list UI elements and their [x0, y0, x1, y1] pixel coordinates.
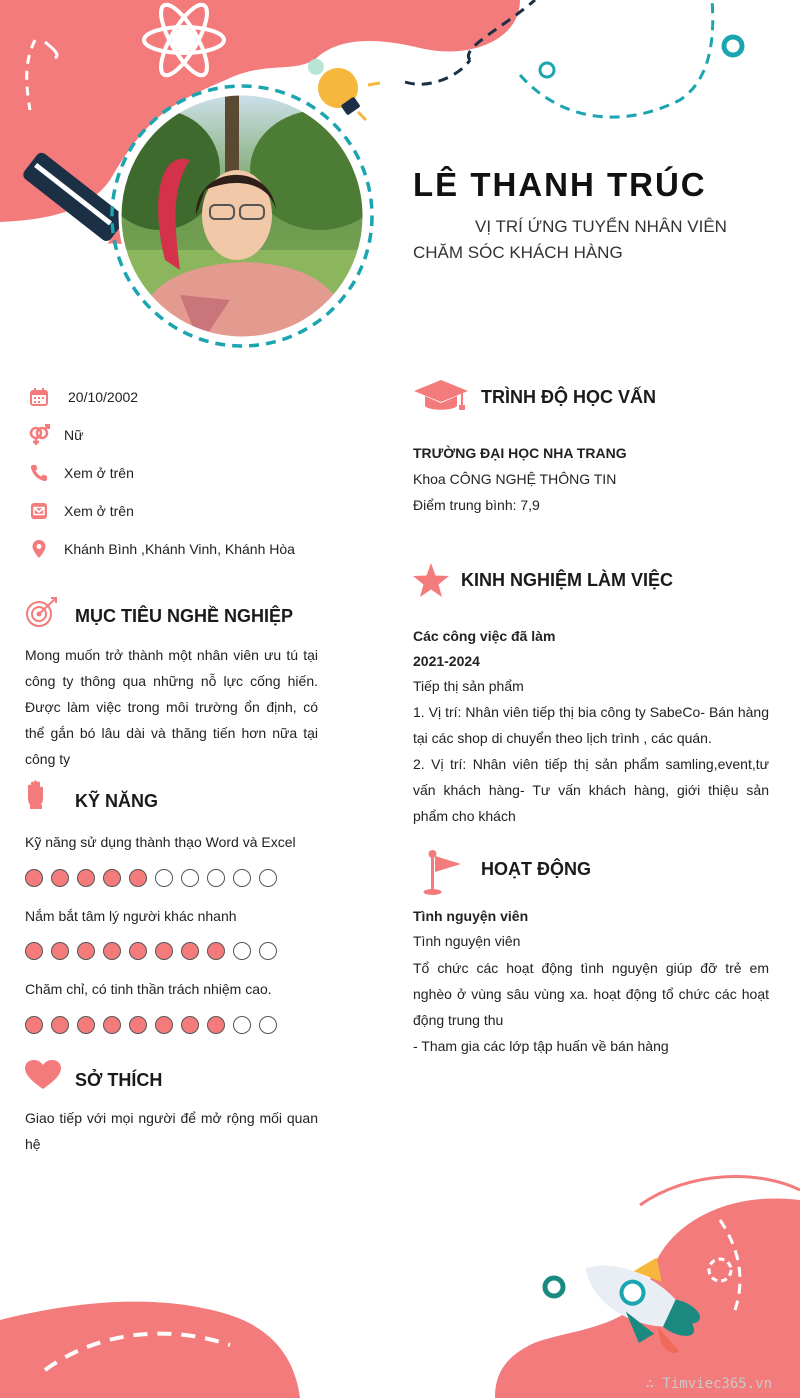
skill-rating: [25, 942, 277, 960]
address-row: [28, 537, 295, 561]
phone-row: [28, 461, 134, 485]
hand-icon: [25, 780, 47, 815]
rating-dot-empty: [207, 869, 225, 887]
skill-label: Chăm chỉ, có tinh thần trách nhiệm cao.: [25, 981, 272, 997]
rating-dot-filled: [103, 869, 121, 887]
rating-dot-filled: [155, 942, 173, 960]
target-icon: [25, 596, 59, 635]
rating-dot-filled: [207, 942, 225, 960]
rating-dot-empty: [259, 869, 277, 887]
experience-title: KINH NGHIỆM LÀM VIỆC: [461, 570, 674, 590]
watermark: ∴ Timviec365.vn: [645, 1376, 772, 1392]
rating-dot-filled: [77, 1016, 95, 1034]
gpa: Điểm trung bình: 7,9: [413, 497, 540, 513]
email-row: [28, 499, 134, 523]
rating-dot-filled: [25, 942, 43, 960]
rating-dot-empty: [181, 869, 199, 887]
rating-dot-filled: [25, 869, 43, 887]
faculty: Khoa CÔNG NGHỆ THÔNG TIN: [413, 471, 617, 487]
rating-dot-empty: [155, 869, 173, 887]
rating-dot-filled: [51, 942, 69, 960]
rating-dot-filled: [77, 869, 95, 887]
rating-dot-filled: [129, 869, 147, 887]
star-icon: [413, 563, 449, 602]
experience-heading: Các công việc đã làm: [413, 628, 556, 644]
email-text: Xem ở trên: [64, 503, 134, 519]
hobbies-text: Giao tiếp với mọi người để mở rộng mối quan hệ: [25, 1110, 318, 1152]
email-icon: [28, 500, 50, 522]
rating-dot-filled: [181, 942, 199, 960]
activities-detail: Tổ chức các hoạt động tình nguyện giúp đỡ trẻ em nghèo ở vùng sâu vùng xa. hoạt động tổ chức các hoạt động trung thu - Tham gia các lớp tập huấn về bán hàng: [413, 960, 769, 1054]
heart-icon: [25, 1060, 61, 1095]
experience-detail: 1. Vị trí: Nhân viên tiếp thị bia công ty SabeCo- Bán hàng tại các shop di chuyển theo lịch trình , các quán. 2. Vị trí: Nhân viên tiếp thị sản phẩm samling,event,tư vấn khách hàng- Tư vấn khách hàng, giới thiệu sản phẩm cho khách: [413, 704, 769, 824]
activities-heading: Tình nguyện viên: [413, 908, 529, 924]
birthday-row: [28, 385, 138, 409]
hobbies-title: SỞ THÍCH: [75, 1070, 163, 1090]
activities-subheading: Tình nguyện viên: [413, 933, 521, 949]
rating-dot-filled: [155, 1016, 173, 1034]
rating-dot-empty: [233, 942, 251, 960]
education-title: TRÌNH ĐỘ HỌC VẤN: [481, 387, 656, 407]
rating-dot-filled: [103, 1016, 121, 1034]
job-position: VỊ TRÍ ỨNG TUYỂN NHÂN VIÊN CHĂM SÓC KHÁCH HÀNG: [413, 217, 727, 262]
rating-dot-filled: [129, 942, 147, 960]
rating-dot-filled: [25, 1016, 43, 1034]
flag-icon: [421, 850, 463, 901]
phone-text: Xem ở trên: [64, 465, 134, 481]
rating-dot-filled: [103, 942, 121, 960]
skills-title: KỸ NĂNG: [75, 791, 159, 811]
gender-text: Nữ: [64, 427, 84, 443]
birthday-text: 20/10/2002: [68, 389, 139, 405]
candidate-name: LÊ THANH TRÚC: [413, 166, 707, 203]
skill-label: Kỹ năng sử dụng thành thạo Word và Excel: [25, 834, 296, 850]
rating-dot-filled: [129, 1016, 147, 1034]
school-name: TRƯỜNG ĐẠI HỌC NHA TRANG: [413, 445, 627, 461]
location-pin-icon: [28, 538, 50, 560]
calendar-icon: [28, 386, 50, 408]
rating-dot-filled: [207, 1016, 225, 1034]
gender-icon: [28, 424, 50, 446]
rating-dot-empty: [259, 1016, 277, 1034]
address-text: Khánh Bình ,Khánh Vinh, Khánh Hòa: [64, 541, 295, 557]
skill-rating: [25, 1016, 277, 1034]
rating-dot-empty: [233, 869, 251, 887]
skill-rating: [25, 869, 277, 887]
rating-dot-filled: [51, 869, 69, 887]
experience-role: Tiếp thị sản phẩm: [413, 678, 524, 694]
experience-period: 2021-2024: [413, 653, 480, 669]
graduation-cap-icon: [413, 378, 469, 419]
rating-dot-empty: [233, 1016, 251, 1034]
objective-title: MỤC TIÊU NGHỀ NGHIỆP: [75, 606, 294, 626]
rating-dot-filled: [51, 1016, 69, 1034]
phone-icon: [28, 462, 50, 484]
rating-dot-filled: [181, 1016, 199, 1034]
objective-text: Mong muốn trở thành một nhân viên ưu tú tại công ty thông qua những nỗ lực cống hiến. Được làm việc trong môi trường ổn định, có thể gắn bó lâu dài và thăng tiến hơn nữa tại công ty: [25, 647, 318, 767]
skill-label: Nắm bắt tâm lý người khác nhanh: [25, 908, 237, 924]
gender-row: [28, 423, 83, 447]
rating-dot-empty: [259, 942, 277, 960]
activities-title: HOẠT ĐỘNG: [481, 859, 591, 879]
rating-dot-filled: [77, 942, 95, 960]
